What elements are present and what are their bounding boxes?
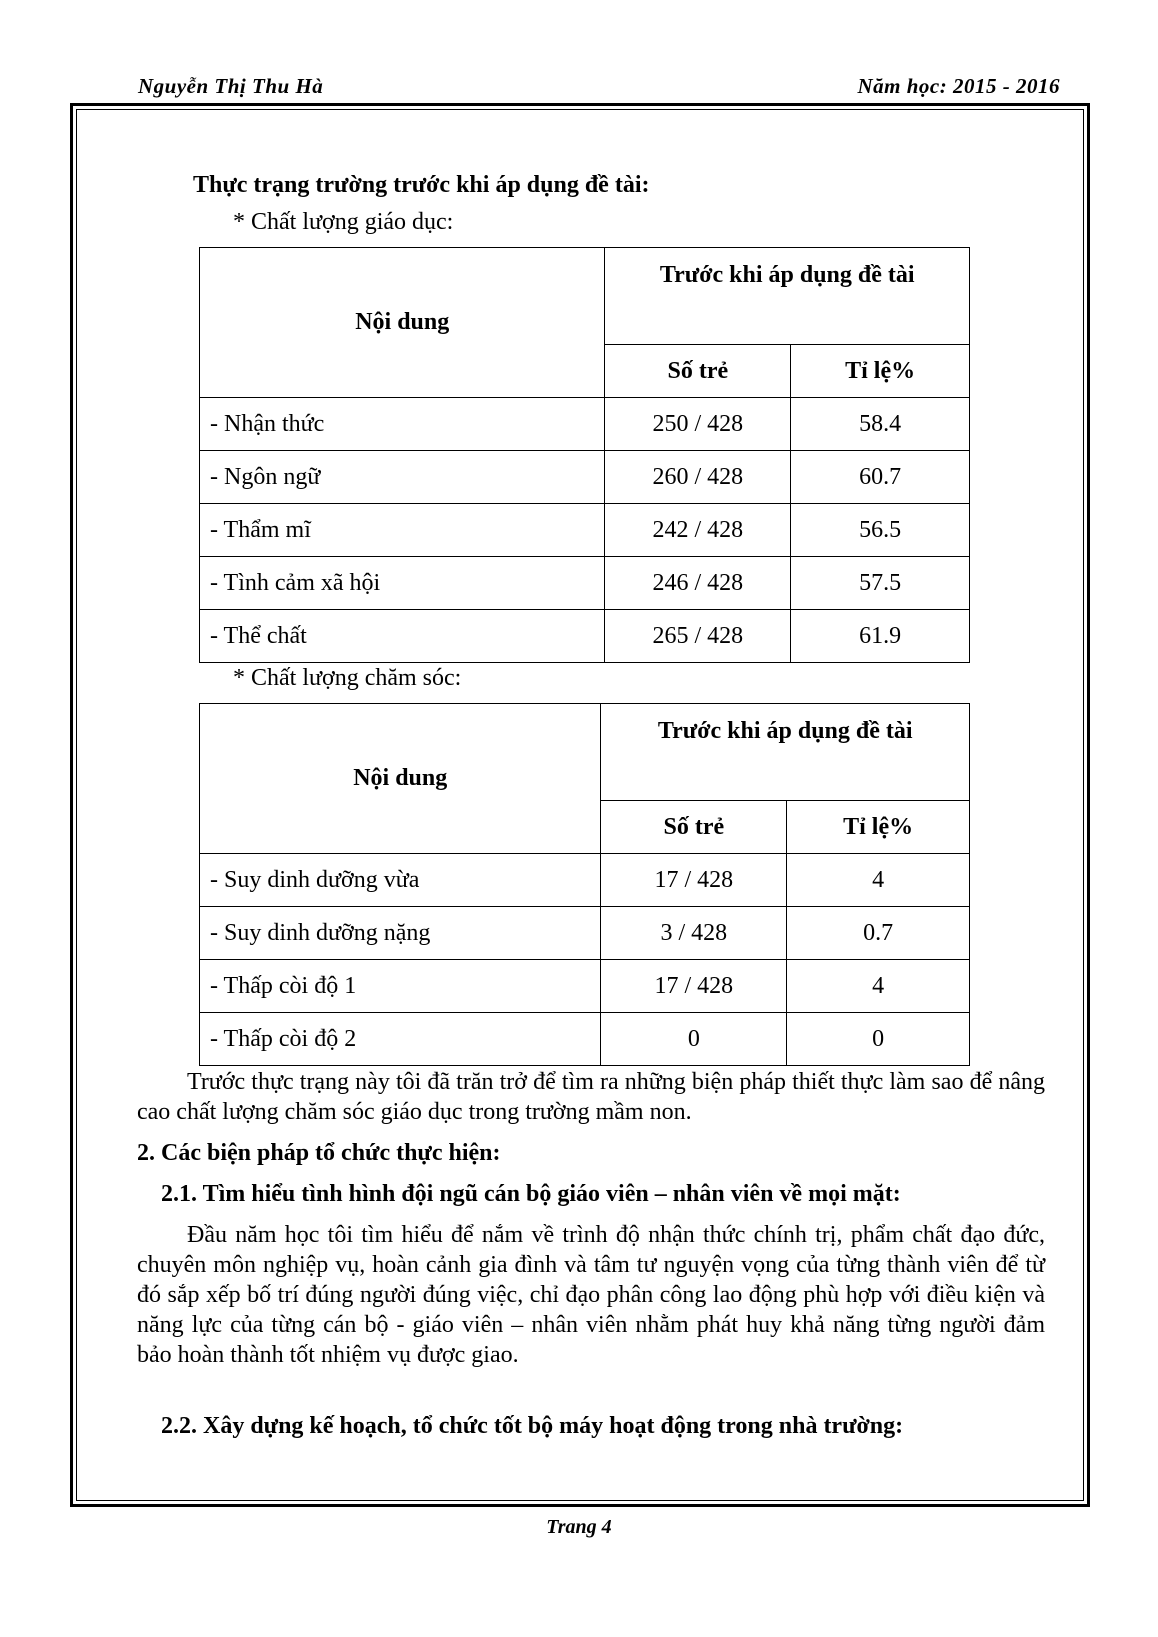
table-header-rate: Tỉ lệ%	[787, 801, 970, 854]
table-row: - Tình cảm xã hội 246 / 428 57.5	[200, 557, 970, 610]
school-year: Năm học: 2015 - 2016	[857, 74, 1060, 98]
table-row: - Suy dinh dưỡng vừa 17 / 428 4	[200, 854, 970, 907]
table-header-group: Trước khi áp dụng đề tài	[601, 704, 970, 801]
care-quality-label: * Chất lượng chăm sóc:	[233, 665, 462, 691]
table-row: - Nhận thức 250 / 428 58.4	[200, 398, 970, 451]
table-header-content: Nội dung	[200, 248, 605, 398]
section-title: Thực trạng trường trước khi áp dụng đề tài:	[193, 172, 650, 198]
paragraph-staff: Đầu năm học tôi tìm hiểu để nắm về trình độ nhận thức chính trị, phẩm chất đạo đức, chuyên môn nghiệp vụ, hoàn cảnh gia đình và tâm tư nguyện vọng của từng thành viên để từ đó sắp xếp bố trí đúng người đúng việc, chỉ đạo phân công lao động phù hợp với điều kiện và năng lực của từng cán bộ - giáo viên – nhân viên nhằm phát huy khả năng từng người đảm bảo hoàn thành tốt nhiệm vụ được giao.	[137, 1222, 1045, 1368]
table-row: - Thấp còi độ 2 0 0	[200, 1013, 970, 1066]
table-header-count: Số trẻ	[601, 801, 787, 854]
table-header-content: Nội dung	[200, 704, 601, 854]
education-quality-label: * Chất lượng giáo dục:	[233, 209, 454, 235]
author-name: Nguyễn Thị Thu Hà	[138, 74, 324, 98]
table-header-group: Trước khi áp dụng đề tài	[605, 248, 970, 345]
table-row: - Thẩm mĩ 242 / 428 56.5	[200, 504, 970, 557]
table-header-rate: Tỉ lệ%	[791, 345, 970, 398]
table-row: - Suy dinh dưỡng nặng 3 / 428 0.7	[200, 907, 970, 960]
table-row: - Thấp còi độ 1 17 / 428 4	[200, 960, 970, 1013]
table-row: - Ngôn ngữ 260 / 428 60.7	[200, 451, 970, 504]
page-number: Trang 4	[546, 1516, 612, 1538]
paragraph-conclusion: Trước thực trạng này tôi đã trăn trở để tìm ra những biện pháp thiết thực làm sao để nâng cao chất lượng chăm sóc giáo dục trong trường mầm non.	[137, 1069, 1045, 1125]
table-header-count: Số trẻ	[605, 345, 791, 398]
heading-2-2: 2.2. Xây dựng kế hoạch, tổ chức tốt bộ máy hoạt động trong nhà trường:	[161, 1413, 904, 1439]
table-row: - Thể chất 265 / 428 61.9	[200, 610, 970, 663]
heading-2-1: 2.1. Tìm hiểu tình hình đội ngũ cán bộ giáo viên – nhân viên về mọi mặt:	[161, 1181, 901, 1207]
care-quality-table	[199, 703, 970, 1066]
education-quality-table	[199, 247, 970, 663]
heading-measures: 2. Các biện pháp tổ chức thực hiện:	[137, 1140, 501, 1166]
